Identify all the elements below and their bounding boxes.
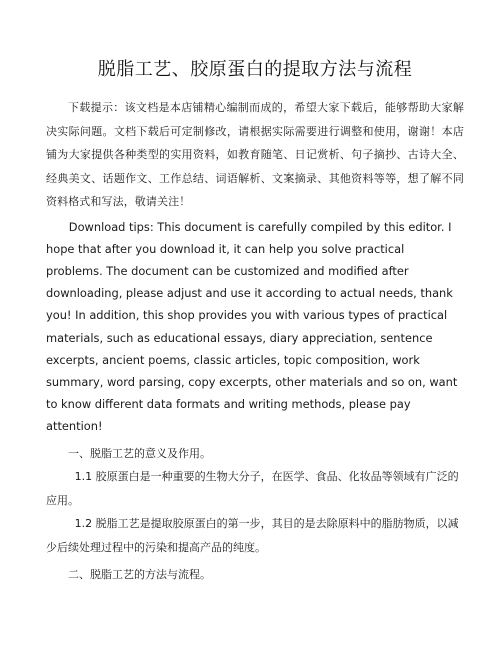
section-1-2-paragraph: 1.2 脱脂工艺是提取胶原蛋白的第一步，其目的是去除原料中的脂肪物质，以减少后续处理过程中的污染和提高产品的纯度。 xyxy=(46,517,459,554)
section-2-heading: 二、脱脂工艺的方法与流程。 xyxy=(68,568,211,582)
document-title: 脱脂工艺、胶原蛋白的提取方法与流程 xyxy=(97,59,413,80)
download-notice-chinese: 下载提示：该文档是本店铺精心编制而成的，希望大家下载后，能够帮助大家解决实际问题。文档下载后可定制修改，请根据实际需要进行调整和使用，谢谢！本店铺为大家提供各种类型的实用资料，如教育随笔、日记赏析、句子摘抄、古诗大全、经典美文、话题作文、工作总结、词语解析、文案摘录、其他资料等等，想了解不同资料格式和写法，敬请关注！ xyxy=(46,101,464,208)
section-1-heading: 一、脱脂工艺的意义及作用。 xyxy=(68,446,211,460)
download-notice-english: Download tips: This document is carefully compiled by this editor. I hope that after you download it, it can help you solve practical problems. The document can be customized and modified after downloading, please adjust and use it according to actual needs, thank you! In addition, this shop provides you with various types of practical materials, such as educational essays, diary appreciation, sentence excerpts, ancient poems, classic articles, topic composition, work summary, word parsing, copy excerpts, other materials and so on, want to know different data formats and writing methods, please pay attention! xyxy=(46,219,458,434)
section-1-1-paragraph: 1.1 胶原蛋白是一种重要的生物大分子，在医学、食品、化妆品等领域有广泛的应用。 xyxy=(46,470,459,507)
